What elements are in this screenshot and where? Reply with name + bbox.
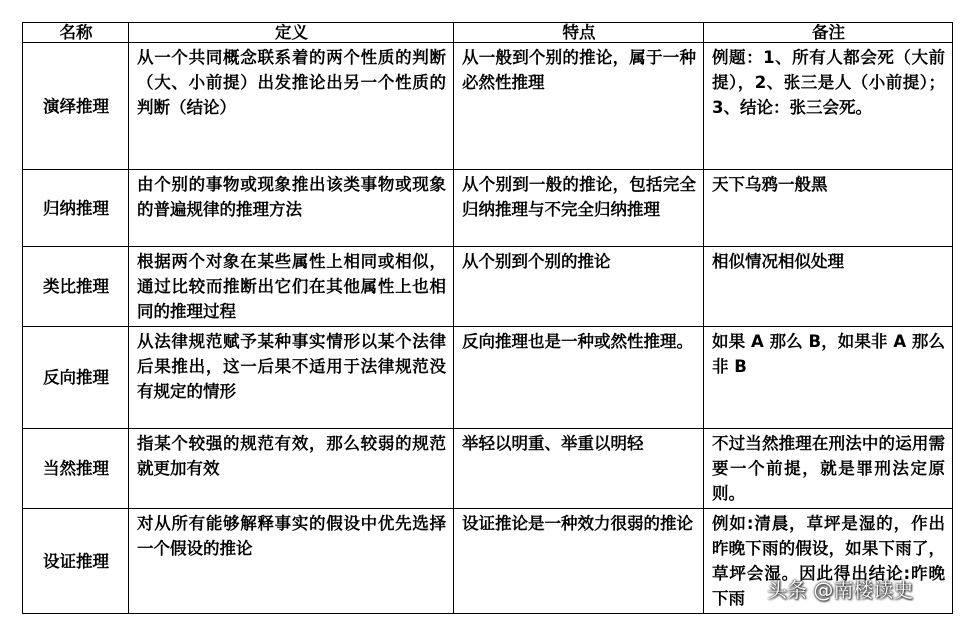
row-feature: 设证推论是一种效力很弱的推论 xyxy=(454,509,704,614)
row-note: 如果 A 那么 B，如果非 A 那么非 B xyxy=(704,327,953,429)
header-definition: 定义 xyxy=(129,23,454,43)
table-row xyxy=(23,43,953,170)
row-feature: 从个别到个别的推论 xyxy=(454,247,704,327)
row-definition: 根据两个对象在某些属性上相同或相似，通过比较而推断出它们在其他属性上也相同的推理过程 xyxy=(129,247,454,327)
watermark xyxy=(767,574,913,603)
table-row xyxy=(23,429,953,509)
row-note: 例题：1、所有人都会死（大前提），2、张三是人（小前提）；3、结论：张三会死。 xyxy=(704,43,953,170)
row-note: 相似情况相似处理 xyxy=(704,247,953,327)
row-definition: 指某个较强的规范有效，那么较弱的规范就更加有效 xyxy=(129,429,454,509)
header-name: 名称 xyxy=(23,23,129,43)
row-note: 不过当然推理在刑法中的运用需要一个前提，就是罪刑法定原则。 xyxy=(704,429,953,509)
row-definition: 对从所有能够解释事实的假设中优先选择一个假设的推论 xyxy=(129,509,454,614)
row-note: 天下乌鸦一般黑 xyxy=(704,170,953,247)
watermark-text: 头条 @南楼读史 xyxy=(767,578,914,602)
row-note: 例如:清晨，草坪是湿的，作出昨晚下雨的假设，如果下雨了，草坪会湿。因此得出结论:昨晚下雨 xyxy=(704,509,953,614)
table-row xyxy=(23,170,953,247)
row-name: 演绎推理 xyxy=(23,43,129,170)
row-name: 反向推理 xyxy=(23,327,129,429)
row-name: 设证推理 xyxy=(23,509,129,614)
header-note: 备注 xyxy=(704,23,953,43)
row-definition: 从法律规范赋予某种事实情形以某个法律后果推出，这一后果不适用于法律规范没有规定的情形 xyxy=(129,327,454,429)
row-feature: 从个别到一般的推论，包括完全归纳推理与不完全归纳推理 xyxy=(454,170,704,247)
table-row xyxy=(23,247,953,327)
row-definition: 从一个共同概念联系着的两个性质的判断（大、小前提）出发推论出另一个性质的判断（结论） xyxy=(129,43,454,170)
row-feature: 从一般到个别的推论，属于一种必然性推理 xyxy=(454,43,704,170)
table-row xyxy=(23,327,953,429)
row-name: 归纳推理 xyxy=(23,170,129,247)
row-definition: 由个别的事物或现象推出该类事物或现象的普遍规律的推理方法 xyxy=(129,170,454,247)
row-feature: 举轻以明重、举重以明轻 xyxy=(454,429,704,509)
reasoning-table xyxy=(22,22,953,614)
row-name: 当然推理 xyxy=(23,429,129,509)
header-feature: 特点 xyxy=(454,23,704,43)
row-feature: 反向推理也是一种或然性推理。 xyxy=(454,327,704,429)
header-row xyxy=(23,23,953,43)
row-name: 类比推理 xyxy=(23,247,129,327)
